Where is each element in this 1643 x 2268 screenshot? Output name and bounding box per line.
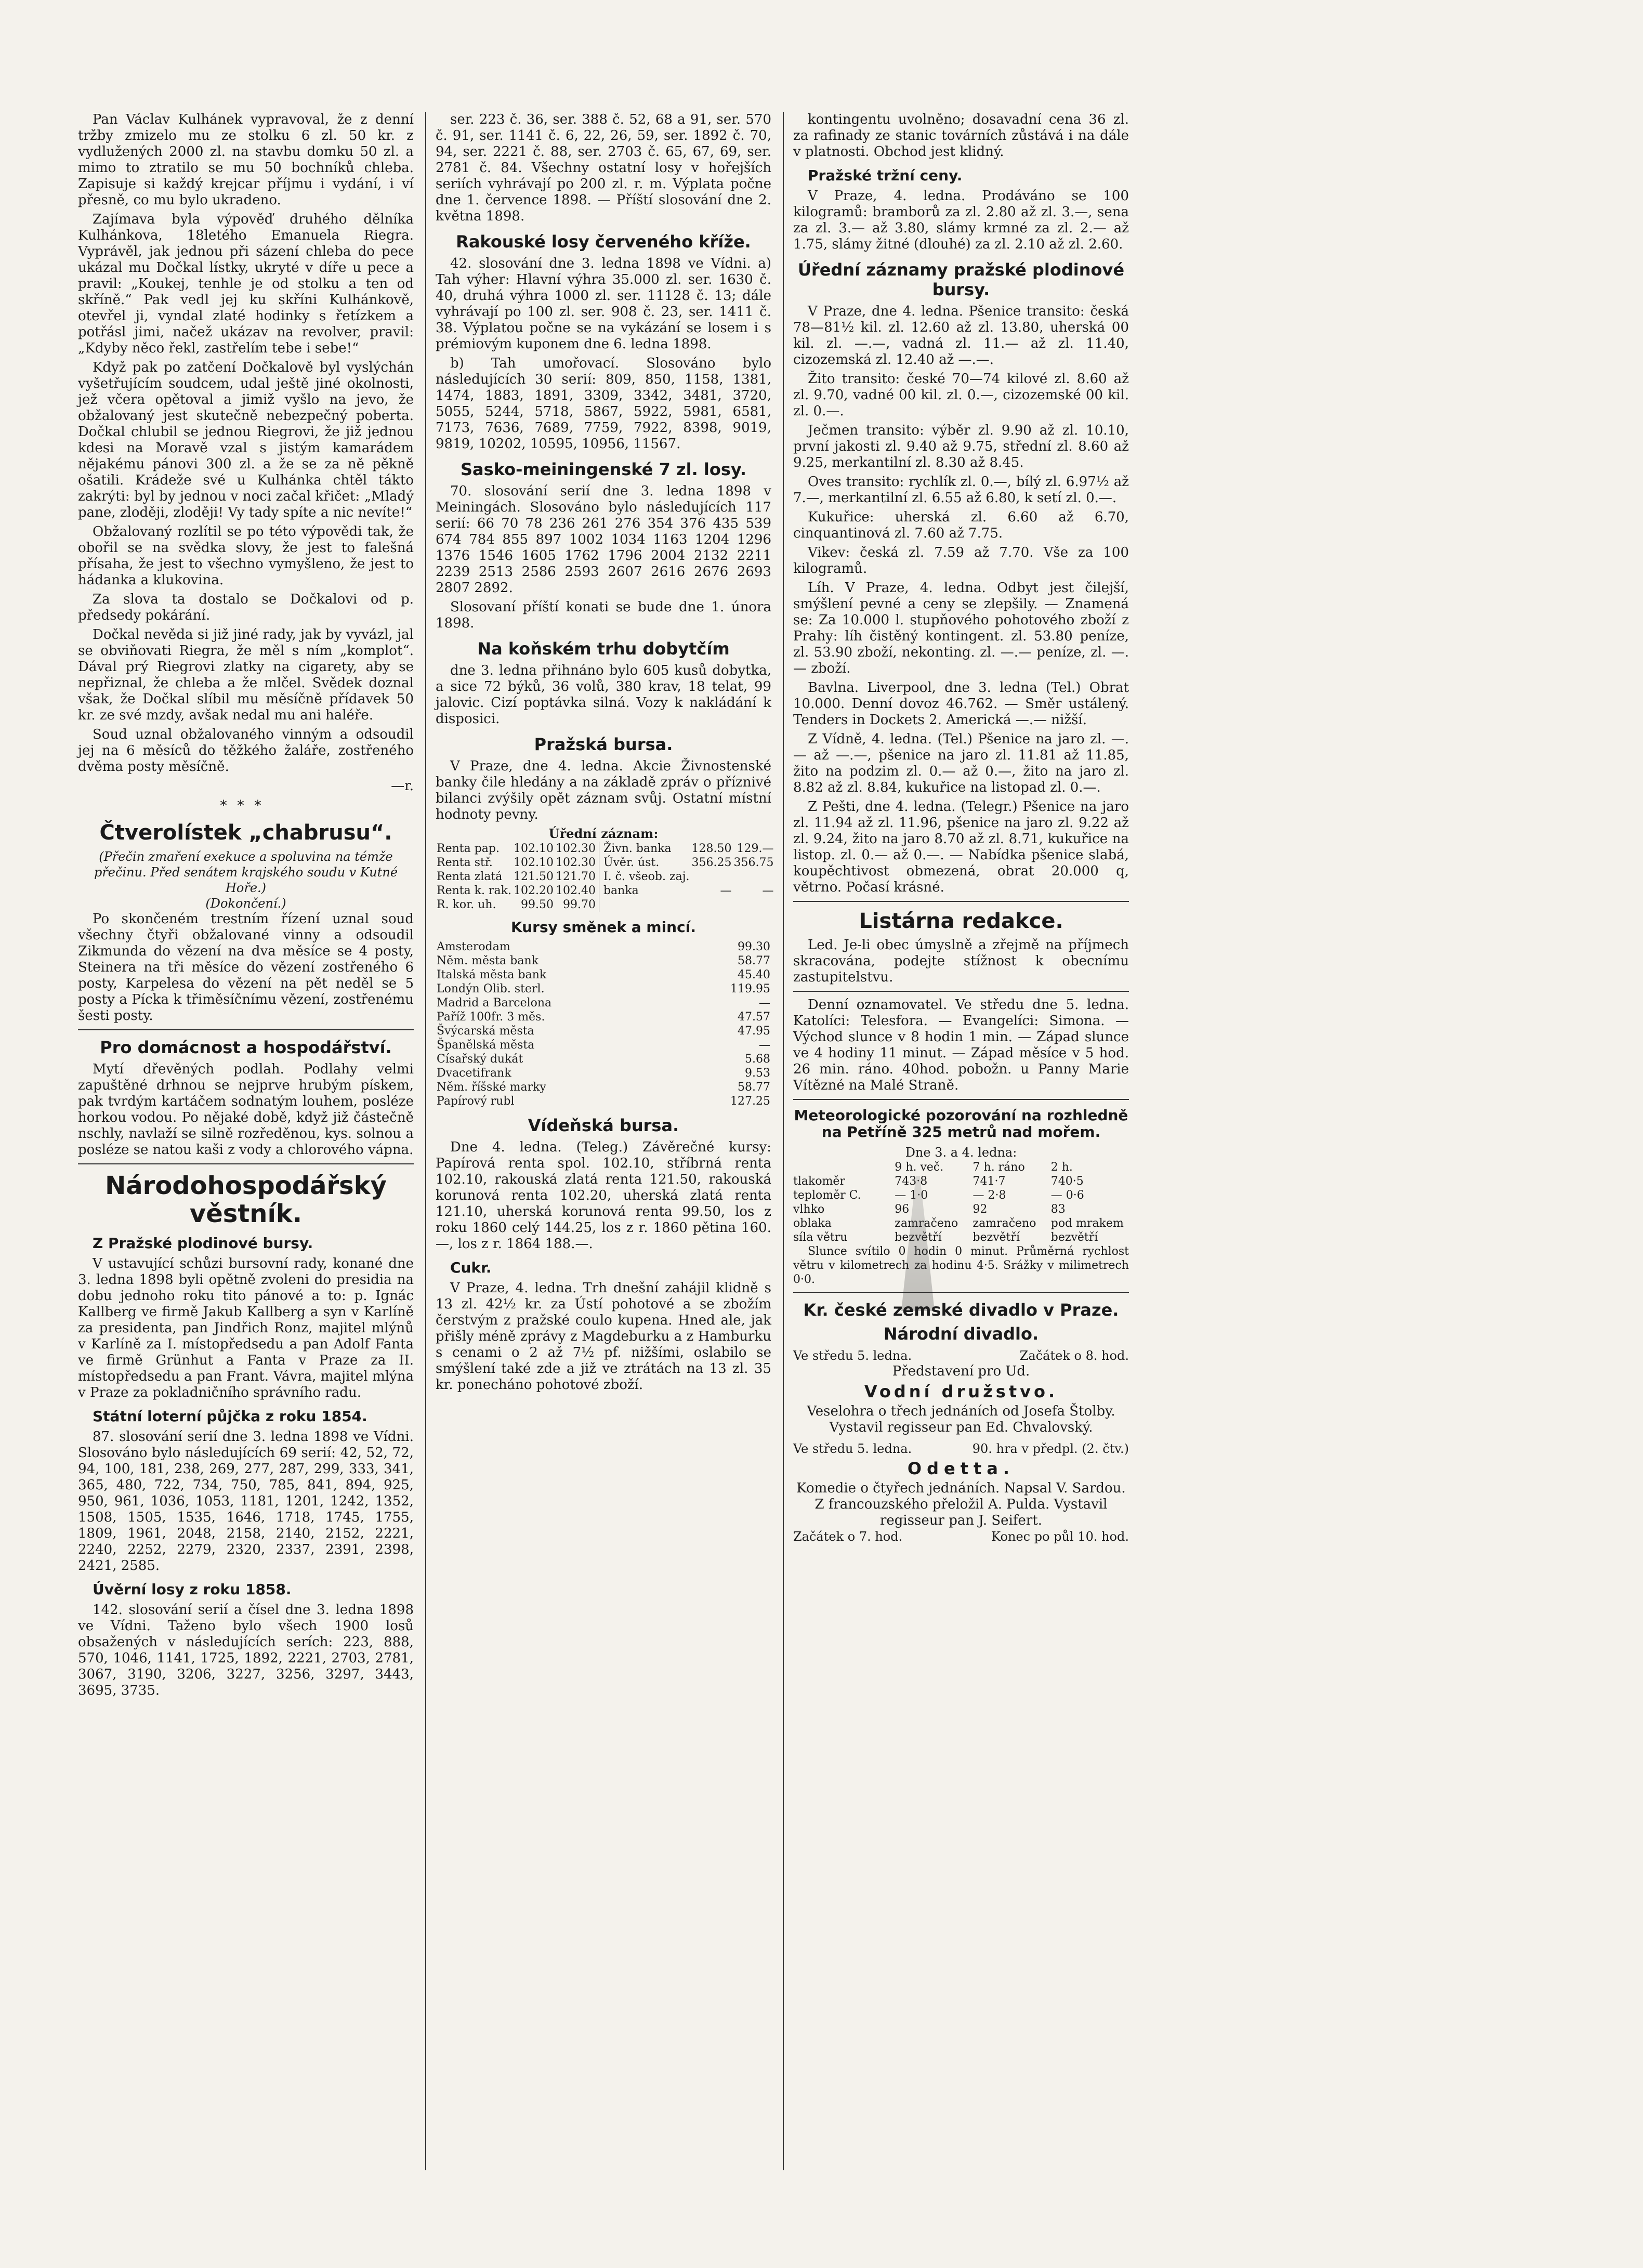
column-1 <box>78 112 414 2170</box>
weather-cell: 96 <box>895 1203 910 1216</box>
table-cell: 121.50 <box>513 870 554 883</box>
divider <box>793 1099 1129 1100</box>
article-paragraph: Kukuřice: uherská zl. 6.60 až 6.70, cinquantinová zl. 7.60 až 7.75. <box>793 509 1129 541</box>
table-cell: 121.70 <box>555 870 596 883</box>
table-cell: banka <box>603 884 639 897</box>
show-date: Ve středu 5. ledna. <box>793 1441 912 1456</box>
table-cell: 47.95 <box>738 1025 770 1038</box>
weather-cell: 740·5 <box>1050 1175 1084 1188</box>
table-cell: — <box>762 884 774 897</box>
section-heading: Rakouské losy červeného kříže. <box>456 232 751 252</box>
article-signature: —r. <box>391 778 414 794</box>
article-paragraph: Denní oznamovatel. Ve středu dne 5. ledna. Katolíci: Telesfora. — Evangelíci: Simona. — Východ slunce v 8 hodin 1 min. — Západ slunce ve 4 hodiny 11 minut. — Západ měsíce v 5 hod. 26 min. ráno. 40hod. pobožn. u Panny Marie Vítězné na Malé Straně. <box>793 997 1129 1093</box>
subheadline: (Dokončení.) <box>205 896 286 911</box>
show-title: Odetta. <box>907 1459 1015 1478</box>
separator-stars: *** <box>220 798 272 814</box>
table-cell: 127.25 <box>730 1095 770 1108</box>
table-row <box>436 1038 771 1052</box>
table-cell <box>733 870 775 884</box>
show-description: Komedie o čtyřech jednáních. Napsal V. Sardou. Z francouzského přeložil A. Pulda. Vystavil regisseur pan J. Seifert. <box>796 1480 1126 1528</box>
theatre-heading: Kr. české zemské divadlo v Praze. <box>803 1300 1119 1320</box>
quotes-tables <box>436 842 774 912</box>
table-row <box>602 870 775 884</box>
table-row <box>436 1080 771 1094</box>
section-heading: Meteorologické pozorování na rozhledně na Petříně 325 metrů nad mořem. <box>794 1107 1128 1140</box>
newspaper-page <box>78 112 1455 2170</box>
table-row <box>602 842 775 856</box>
section-heading: Z Pražské plodinové bursy. <box>93 1235 313 1252</box>
show-start: Začátek o 8. hod. <box>1019 1348 1129 1363</box>
weather-block <box>793 1160 1129 1244</box>
column-2 <box>425 112 774 2170</box>
article-paragraph: Po skončeném trestním řízení uznal soud všechny čtyři obžalované vinny a odsoudil Zikmunda do vězení na dva měsíce se 4 posty, Steinera na tři měsíce do vězení zostřeného 6 posty, Karpelesa do vězení na pět neděl se 5 posty a Pícka k třiměsíčnímu vězení, zostřenému šesti posty. <box>78 911 414 1024</box>
weather-date: Dne 3. a 4. ledna: <box>905 1145 1017 1160</box>
table-cell: 102.10 <box>513 842 554 855</box>
table-row <box>436 898 597 912</box>
fx-table <box>436 940 771 1108</box>
article-paragraph: V Praze, 4. ledna. Trh dnešní zahájil klidně s 13 zl. 42½ kr. za Ústí pohotové a se zbožím čerstvým z pražské coulo kupena. Hned ale, jak přišly méně zprávy z Magdeburku a z Hamburku s cenami o 2 až 7½ pf. nižšími, oslabilo se smýšlení také zde a již ve ztrátách na 13 zl. 35 kr. ponecháno pohotové zboží. <box>436 1280 771 1393</box>
table-cell: Živn. banka <box>603 842 672 855</box>
table-cell: 102.20 <box>513 884 554 897</box>
headline: Národohospodářský věstník. <box>105 1171 387 1228</box>
weather-cell: 83 <box>1050 1203 1066 1216</box>
table-cell: R. kor. uh. <box>437 898 496 911</box>
table-row <box>436 1094 771 1108</box>
table-cell: Švýcarská města <box>437 1025 534 1038</box>
article-paragraph: kontingentu uvolněno; dosavadní cena 36 zl. za rafinady ze stanic továrních zůstává i na dále v platnosti. Obchod jest klidný. <box>793 112 1129 160</box>
table-cell: Něm. města bank <box>437 954 538 967</box>
table-cell: 102.30 <box>555 842 596 855</box>
show-date: Ve středu 5. ledna. <box>793 1348 912 1363</box>
subheadline: (Přečin zmaření exekuce a spoluvina na témže přečinu. Před senátem krajského soudu v Kutné Hoře.) <box>94 849 398 895</box>
table-cell: Renta zlatá <box>437 870 503 883</box>
weather-cell: — 0·6 <box>1050 1189 1084 1202</box>
article-paragraph: V Praze, 4. ledna. Prodáváno se 100 kilogramů: bramborů za zl. 2.80 až zl. 3.—, sena za zl. 3.— až 3.80, slámy krmné za zl. 2.— až 1.75, slámy žitné (dlouhé) za zl. 2.10 až zl. 2.60. <box>793 188 1129 252</box>
weather-cell: 743·8 <box>895 1175 928 1188</box>
table-cell: Italská města bank <box>437 968 547 981</box>
article-paragraph: 87. slosování serií dne 3. ledna 1898 ve Vídni. Slosováno bylo následujících 69 serií: 42, 52, 72, 94, 100, 181, 238, 269, 277, 287, 299, 333, 341, 365, 480, 722, 734, 750, 785, 841, 894, 925, 950, 961, 1036, 1053, 1181, 1201, 1242, 1352, 1508, 1505, 1535, 1646, 1718, 1745, 1755, 1809, 1961, 2048, 2158, 2140, 2152, 2221, 2240, 2252, 2279, 2320, 2337, 2391, 2398, 2421, 2585. <box>78 1429 414 1574</box>
section-heading: Pražské tržní ceny. <box>808 167 963 184</box>
table-cell: 99.30 <box>738 940 770 953</box>
article-paragraph: Dočkal nevěda si již jiné rady, jak by vyvázl, jal se obviňovati Riegra, že měl s ním „komplot“. Dával prý Riegrovi zlatky na cigarety, aby se nepřiznal, že chleba a že mlčel. Svědek doznal však, že Dočkal slíbil mu měsíčně přídavek 50 kr. ze své mzdy, avšak nedal mu ani haléře. <box>78 627 414 723</box>
table-cell: I. č. všeob. zaj. <box>603 870 690 883</box>
article-paragraph: Žito transito: české 70—74 kilové zl. 8.60 až zl. 9.70, vadné 00 kil. zl. 0.—, cizozemské 00 kil. zl. 0.—. <box>793 371 1129 419</box>
divider <box>78 1029 414 1030</box>
table-cell: Španělská města <box>437 1039 535 1052</box>
article-paragraph: Dne 4. ledna. (Teleg.) Závěrečné kursy: Papírová renta spol. 102.10, stříbrná renta 102.10, rakouská zlatá renta 121.50, rakouská korunová renta 102.20, uherská zlatá renta 121.10, uherská korunová renta 99.50, los z roku 1860 celý 144.25, los z r. 1860 pětina 160.—, los z r. 1864 188.—. <box>436 1139 771 1252</box>
table-cell: Amsterodam <box>437 940 510 953</box>
article-paragraph: Líh. V Praze, 4. ledna. Odbyt jest čilejší, smýšlení pevné a ceny se zlepšily. — Znamená se: Za 10.000 l. stupňového pohotového zboží z Prahy: líh čistěný kontingent. zl. 53.80 peníze, zl. 53.90 zboží, nekonting. zl. —.— peníze, zl. —.— zboží. <box>793 580 1129 676</box>
weather-cell: bezvětří <box>895 1231 942 1244</box>
table-row <box>436 940 771 954</box>
weather-cell: 741·7 <box>972 1175 1006 1188</box>
article-paragraph: 70. slosování serií dne 3. ledna 1898 v Meiningách. Slosováno bylo následujících 117 serií: 66 70 78 236 261 276 354 376 435 539 674 784 855 897 1002 1034 1163 1204 1296 1376 1546 1605 1762 1796 2004 2132 2211 2239 2513 2586 2593 2607 2616 2676 2693 2807 2892. <box>436 483 771 596</box>
weather-cell: bezvětří <box>1050 1231 1098 1244</box>
table-cell: Dvacetifrank <box>437 1067 511 1080</box>
table-cell: 356.75 <box>733 856 774 869</box>
table-cell: 102.30 <box>555 856 596 869</box>
section-heading: Úřední záznamy pražské plodinové bursy. <box>797 260 1125 299</box>
show-info <box>793 1441 1129 1457</box>
table-cell: 99.50 <box>520 898 554 911</box>
table-cell: Madrid a Barcelona <box>437 997 552 1010</box>
weather-cell: 92 <box>972 1203 988 1216</box>
quotes-table-right <box>602 842 775 898</box>
article-paragraph: Mytí dřevěných podlah. Podlahy velmi zapuštěné drhnou se nejprve hrubým pískem, pak tvrdým kartáčem sodnatým louhem, posléze horkou vodou. Po nějaké době, když již částečně nschly, navlaží se silně rozředěnou, kys. solnou a posléze se natou kaši z vody a chlorového vápna. <box>78 1061 414 1158</box>
table-row <box>436 884 597 898</box>
headline: Pro domácnost a hospodářství. <box>100 1038 392 1057</box>
column-3 <box>783 112 1129 2170</box>
weather-table <box>793 1160 1129 1244</box>
table-row <box>436 982 771 996</box>
article-paragraph: b) Tah umořovací. Slosováno bylo následujících 30 serií: 809, 850, 1158, 1381, 1474, 1883, 1891, 3309, 3342, 3481, 3720, 5055, 5244, 5718, 5867, 5922, 5981, 6581, 7173, 7636, 7689, 7759, 7922, 8398, 9019, 9819, 10202, 10595, 10956, 11567. <box>436 356 771 452</box>
weather-cell: bezvětří <box>972 1231 1020 1244</box>
table-cell: 5.68 <box>745 1053 770 1066</box>
section-heading: Vídeňská bursa. <box>528 1116 679 1135</box>
section-heading: Cukr. <box>450 1259 492 1276</box>
table-cell: — <box>759 997 770 1010</box>
headline: Listárna redakce. <box>859 909 1063 933</box>
show-end: Konec po půl 10. hod. <box>991 1529 1129 1544</box>
table-cell: 58.77 <box>738 954 770 967</box>
article-paragraph: Zajímava byla výpověď druhého dělníka Kulhánkova, 18letého Emanuela Riegra. Vyprávěl, jak jednou při sázení chleba do pece ukázal mu Dočkal lístky, ukryté v díře u pece a pravil: „Koukej, tenhle je od stolku a ten od skříně.“ Pak vedl jej ku skříni Kulhánkově, otevřel ji, vyndal zlaté hodinky s řetízkem a potřásl jimi, načež ukázav na revolver, pravil: „Kdyby něco řekl, zastřelím tebe i sebe!“ <box>78 212 414 356</box>
article-paragraph: Pan Václav Kulhánek vypravoval, že z denní tržby zmizelo mu ze stolku 6 zl. 50 kr. z vydlužených 2000 zl. na stavbu domku 50 zl. a mimo to ztratilo se mu 50 bochníků chleba. Zapisuje si každý krejcar příjmu i vydání, i ví přesně, co mu bylo ukradeno. <box>78 112 414 208</box>
table-row <box>602 884 775 898</box>
quotes-table-left <box>436 842 597 912</box>
table-row <box>436 1052 771 1066</box>
weather-cell: oblaka <box>793 1217 832 1230</box>
weather-cell: — 2·8 <box>972 1189 1006 1202</box>
quotes-right <box>602 842 777 912</box>
table-cell <box>691 870 733 884</box>
weather-cell: zamračeno <box>972 1217 1036 1230</box>
article-paragraph: V Praze, dne 4. ledna. Akcie Živnostenské banky čile hledány a na základě zpráv o příznivé bilanci zvýšily opět záznam svůj. Ostatní místní hodnoty pevny. <box>436 758 771 822</box>
table-cell: 119.95 <box>730 982 770 995</box>
table-row <box>436 968 771 982</box>
show-subscription: 90. hra v předpl. (2. čtv.) <box>972 1441 1129 1456</box>
table-cell: — <box>759 1039 770 1052</box>
weather-cell: 2 h. <box>1050 1161 1073 1174</box>
table-cell: Úvěr. úst. <box>603 856 660 869</box>
show-times <box>793 1529 1129 1544</box>
section-heading: Státní loterní půjčka z roku 1854. <box>93 1408 367 1425</box>
table-cell: 47.57 <box>738 1011 770 1024</box>
divider <box>793 901 1129 902</box>
article-paragraph: Led. Je-li obec úmyslně a zřejmě na příjmech skracována, podejte stížnost k obecnímu zastupitelstvu. <box>793 937 1129 985</box>
table-row <box>436 1024 771 1038</box>
table-cell: Císařský dukát <box>437 1053 523 1066</box>
article-paragraph: 142. slosování serií a čísel dne 3. ledna 1898 ve Vídni. Taženo bylo všech 1900 losů obsažených v následujících serích: 223, 888, 570, 1046, 1141, 1725, 1892, 2221, 2703, 2781, 3067, 3190, 3206, 3227, 3256, 3297, 3443, 3695, 3735. <box>78 1602 414 1698</box>
table-row <box>436 842 597 856</box>
section-heading: Na koňském trhu dobytčím <box>477 639 730 659</box>
article-paragraph: V ustavující schůzi bursovní rady, konané dne 3. ledna 1898 byli opětně zvoleni do presidia na dobu jednoho roku tito pánové a to: p. Ignác Kallberg ve firmě Jakub Kallberg a syn v Karlíně za presidenta, pan Jindřich Ronz, majitel mlýnů v Karlíně za I. místopředsedu a pan Adolf Fanta ve firmě Grünhut a Fanta v Praze za II. místopředsedu a pan Frant. Vávra, majitel mlýna v Praze za pokladničního správního radu. <box>78 1256 414 1400</box>
table-cell: Renta pap. <box>437 842 500 855</box>
article-paragraph: Z Pešti, dne 4. ledna. (Telegr.) Pšenice na jaro zl. 11.94 až zl. 11.96, pšenice na jaro zl. 9.22 až zl. 9.24, žito na jaro 8.70 až zl. 8.71, kukuřice na listop. zl. 0.— až 0.—. — Nabídka pšenice slabá, koupěchtivost obmezená, obrat 20.000 q, větrno. Počasí krásné. <box>793 799 1129 895</box>
table-row <box>436 856 597 870</box>
headline: Čtverolístek „chabrusu“. <box>99 821 392 845</box>
article-paragraph: 42. slosování dne 3. ledna 1898 ve Vídni. a) Tah výher: Hlavní výhra 35.000 zl. ser. 1630 č. 40, druhá výhra 1000 zl. ser. 11128 č. 13; dále vyhrávají po 100 zl. ser. 908 č. 23, ser. 1411 č. 38. Výplatou počne se na vykázání se losem i s prémiovým kuponem dne 6. ledna 1898. <box>436 256 771 352</box>
table-cell: 9.53 <box>745 1067 770 1080</box>
table-cell: 102.10 <box>513 856 554 869</box>
show-start: Začátek o 7. hod. <box>793 1529 903 1544</box>
table-row <box>436 1066 771 1080</box>
section-heading: Sasko-meiningenské 7 zl. losy. <box>461 460 746 479</box>
article-paragraph: Obžalovaný rozlítil se po této výpovědi tak, že obořil se na svědka slovy, že jest to falešná přísaha, že jest to všechno vymyšleno, že jest to hádanka a klukovina. <box>78 524 414 588</box>
weather-note: Slunce svítilo 0 hodin 0 minut. Průměrná rychlost větru v kilometrech za hodinu 4·5. Srážky v milimetrech 0·0. <box>793 1245 1129 1286</box>
weather-cell <box>793 1160 895 1174</box>
weather-cell: — 1·0 <box>895 1189 928 1202</box>
weather-cell: vlhko <box>793 1203 825 1216</box>
article-paragraph: Slosovaní příští konati se bude dne 1. února 1898. <box>436 599 771 631</box>
section-heading: Kursy směnek a mincí. <box>511 919 696 936</box>
section-heading: Pražská bursa. <box>534 735 673 754</box>
weather-cell: 7 h. ráno <box>972 1161 1025 1174</box>
table-row <box>602 856 775 870</box>
table-cell: Papírový rubl <box>437 1095 515 1108</box>
article-paragraph: Soud uznal obžalovaného vinným a odsoudil jej na 6 měsíců do těžkého žaláře, zostřeného dvěma posty měsíčně. <box>78 727 414 775</box>
show-description: Veselohra o třech jednáních od Josefa Štolby. Vystavil regisseur pan Ed. Chvalovský. <box>807 1404 1115 1435</box>
article-paragraph: Vikev: česká zl. 7.59 až 7.70. Vše za 100 kilogramů. <box>793 545 1129 576</box>
divider <box>78 1163 414 1164</box>
article-paragraph: V Praze, dne 4. ledna. Pšenice transito: česká 78—81½ kil. zl. 12.60 až zl. 13.80, uherská 00 kil. zl. —.—, vadná zl. 11.— až zl. 11.40, cizozemská zl. 12.40 až —.—. <box>793 304 1129 368</box>
theatre-subheading: Národní divadlo. <box>883 1324 1039 1344</box>
table-cell: Renta stř. <box>437 856 493 869</box>
article-paragraph: Bavlna. Liverpool, dne 3. ledna (Tel.) Obrat 10.000. Denní dovoz 46.762. — Směr ustálený. Tenders in Dockets 2. Americká —.— nižší. <box>793 680 1129 728</box>
show-note: Představení pro Ud. <box>892 1364 1030 1379</box>
table-cell: 45.40 <box>738 968 770 981</box>
table-cell: Renta k. rak. <box>437 884 511 897</box>
table-cell: 58.77 <box>738 1081 770 1094</box>
article-paragraph: Za slova ta dostalo se Dočkalovi od p. předsedy pokárání. <box>78 592 414 623</box>
table-heading: Úřední záznam: <box>548 826 659 841</box>
article-paragraph: ser. 223 č. 36, ser. 388 č. 52, 68 a 91, ser. 570 č. 91, ser. 1141 č. 6, 22, 26, 59, ser. 1892 č. 70, 94, ser. 2221 č. 88, ser. 2703 č. 65, 67, 69, ser. 2781 č. 84. Všechny ostatní losy v hořejších seriích vyhrávají po 200 zl. r. m. Výplata počne dne 1. července 1898. — Příští slosování dne 2. května 1898. <box>436 112 771 224</box>
divider <box>793 1292 1129 1293</box>
table-row <box>436 870 597 884</box>
article-paragraph: Ječmen transito: výběr zl. 9.90 až zl. 10.10, první jakosti zl. 9.40 až 9.75, střední zl. 8.60 až 9.25, merkantilní zl. 8.30 až 8.45. <box>793 423 1129 470</box>
table-cell: 356.25 <box>691 856 732 869</box>
weather-cell: síla větru <box>793 1231 848 1244</box>
table-cell: 129.— <box>737 842 774 855</box>
article-paragraph: Když pak po zatčení Dočkalově byl vyslýchán vyšetřujícím soudcem, udal ještě jiné okolnosti, jež včera opětoval a jimiž vyšlo na jevo, že obžalovaný jest skutečně nebezpečný poberta. Dočkal chlubil se jednou Riegrovi, že již jednou kdesi na Moravě vzal s jistým kamarádem nějakému pánovi 300 zl. a že se za ně pěkně ošatili. Krádeže své u Kulhánka chtěl tákto zakrýti: byl by jednou v noci začal křičet: „Mladý pane, zloději, zloději! Vy tady spíte a nic nevíte!“ <box>78 360 414 520</box>
table-row <box>436 954 771 968</box>
weather-cell: zamračeno <box>895 1217 958 1230</box>
table-cell: Paříž 100fr. 3 měs. <box>437 1011 545 1024</box>
table-cell: 128.50 <box>691 842 732 855</box>
article-paragraph: Z Vídně, 4. ledna. (Tel.) Pšenice na jaro zl. —.— až —.—, pšenice na jaro zl. 11.81 až 11.85, žito na podzim zl. 0.— až 0.—, žito na jaro zl. 8.82 až zl. 8.84, kukuřice na listopad zl. 0.—. <box>793 731 1129 795</box>
quotes-left <box>436 842 599 912</box>
table-cell: 99.70 <box>562 898 596 911</box>
article-paragraph: Oves transito: rychlík zl. 0.—, bílý zl. 6.97½ až 7.—, merkantilní zl. 6.55 až 6.80, k setí zl. 0.—. <box>793 474 1129 506</box>
weather-cell: tlakoměr <box>793 1175 845 1188</box>
table-cell: Něm. říšské marky <box>437 1081 546 1094</box>
show-info <box>793 1348 1129 1364</box>
table-row <box>436 996 771 1010</box>
divider <box>793 991 1129 992</box>
weather-cell: teploměr C. <box>793 1189 861 1202</box>
section-heading: Úvěrní losy z roku 1858. <box>93 1581 292 1598</box>
table-row <box>436 1010 771 1024</box>
table-cell: Londýn Olib. sterl. <box>437 982 545 995</box>
table-cell: — <box>720 884 732 897</box>
table-cell: 102.40 <box>555 884 596 897</box>
show-title: Vodní družstvo. <box>864 1382 1058 1401</box>
article-paragraph: dne 3. ledna přihnáno bylo 605 kusů dobytka, a sice 72 býků, 36 volů, 380 krav, 18 telat, 99 jalovic. Cizí poptávka silná. Vozy k nakládání k disposici. <box>436 663 771 727</box>
weather-cell: 9 h. več. <box>895 1161 944 1174</box>
weather-cell: pod mrakem <box>1050 1217 1124 1230</box>
